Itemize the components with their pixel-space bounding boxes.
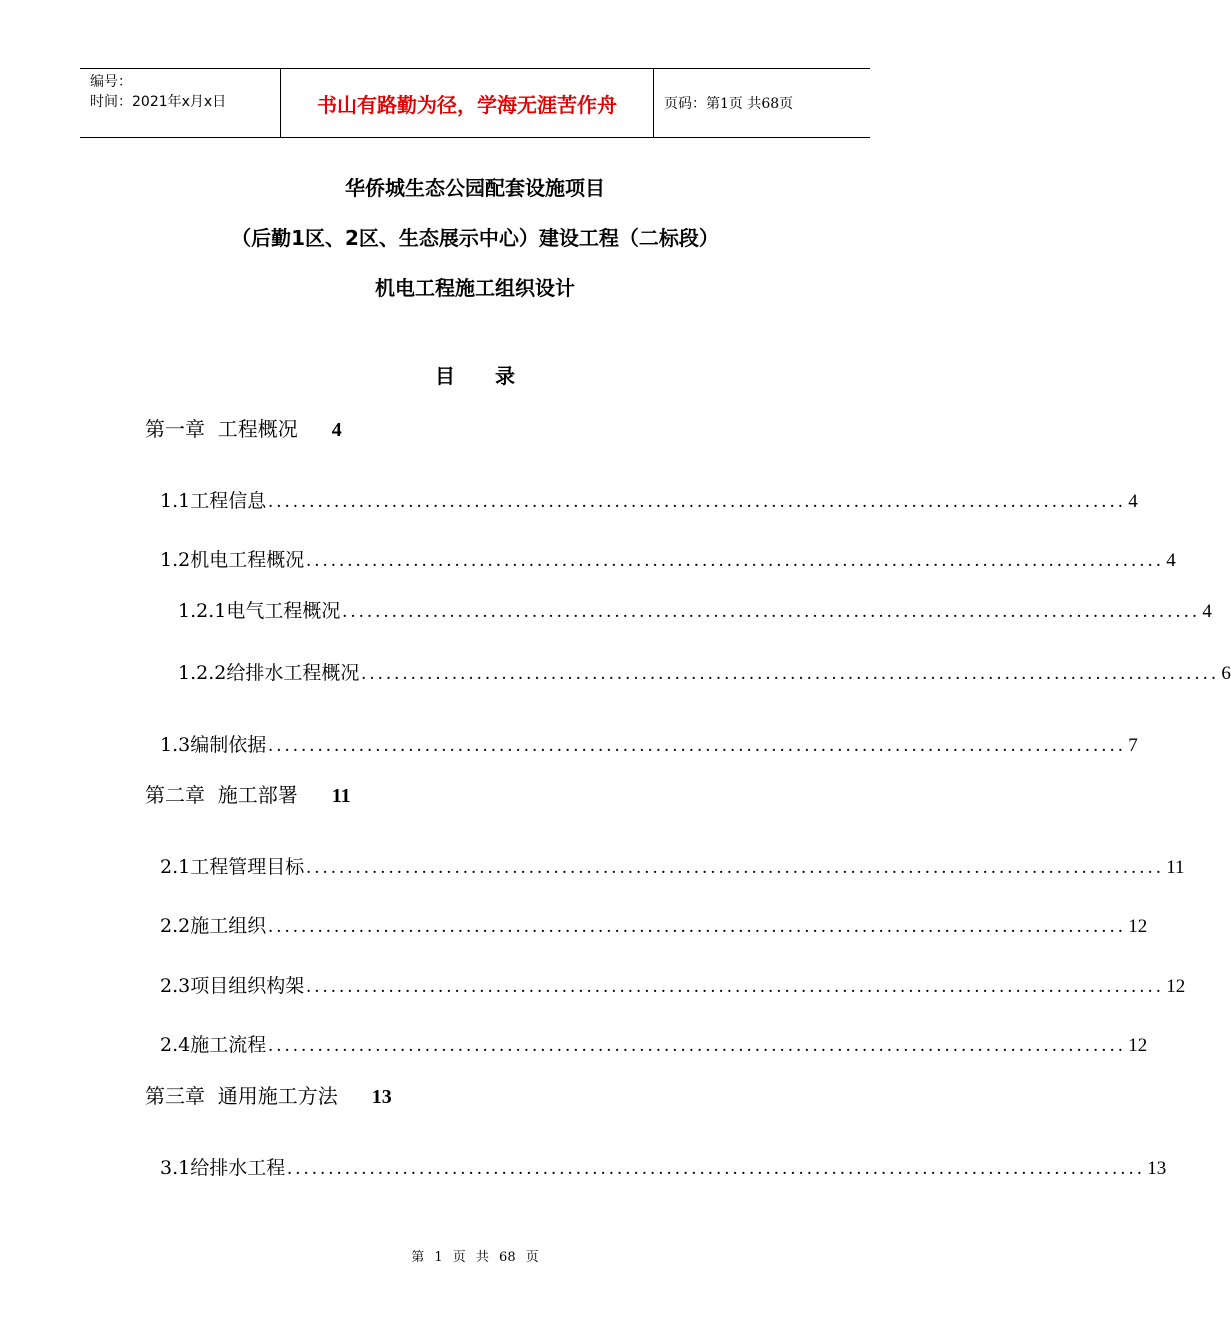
document-header: [80, 68, 870, 138]
serial-number-label: 编号：: [90, 74, 132, 90]
toc-entry-2-2[interactable]: [160, 911, 1148, 938]
toc-entry-1-2-2[interactable]: [178, 658, 1231, 685]
toc-leader-dots: ........................................................................................................: [268, 916, 1127, 937]
toc-chapter-page: 13: [371, 1086, 392, 1108]
toc-chapter-title: 第三章 通用施工方法: [145, 1084, 338, 1108]
toc-entry-page: 6: [1221, 663, 1231, 684]
toc-leader-dots: ........................................................................................................: [306, 857, 1165, 878]
toc-entry-label: 1.2机电工程概况: [160, 549, 305, 571]
toc-entry-label: 3.1给排水工程: [160, 1157, 286, 1179]
toc-entry-label: 2.3项目组织构架: [160, 975, 305, 997]
toc-entry-page: 12: [1128, 1035, 1148, 1056]
header-meta-cell: [80, 69, 281, 137]
document-title-line-1: 华侨城生态公园配套设施项目: [345, 176, 605, 200]
toc-leader-dots: ........................................................................................................: [342, 601, 1201, 622]
toc-leader-dots: ........................................................................................................: [306, 550, 1165, 571]
toc-entry-page: 4: [1202, 601, 1212, 622]
date-label: 时间：2021年x月x日: [90, 94, 227, 110]
document-title-line-3: 机电工程施工组织设计: [375, 276, 575, 300]
document-title-line-2: （后勤1区、2区、生态展示中心）建设工程（二标段）: [231, 226, 719, 250]
toc-entry-3-1[interactable]: [160, 1153, 1167, 1180]
toc-entry-page: 4: [1128, 491, 1138, 512]
toc-chapter-2[interactable]: [145, 779, 351, 808]
toc-entry-page: 4: [1166, 550, 1176, 571]
toc-leader-dots: ........................................................................................................: [306, 976, 1165, 997]
toc-chapter-title: 第一章 工程概况: [145, 417, 298, 441]
toc-entry-label: 2.1工程管理目标: [160, 856, 305, 878]
toc-entry-page: 7: [1128, 735, 1138, 756]
toc-entry-2-3[interactable]: [160, 971, 1186, 998]
toc-entry-page: 11: [1166, 857, 1185, 878]
toc-heading: 目录: [435, 364, 555, 388]
toc-entry-2-4[interactable]: [160, 1030, 1148, 1057]
toc-entry-label: 1.2.2给排水工程概况: [178, 662, 360, 684]
toc-entry-1-2-1[interactable]: [178, 596, 1212, 623]
toc-entry-page: 12: [1128, 916, 1148, 937]
toc-entry-1-1[interactable]: [160, 486, 1138, 513]
toc-chapter-title: 第二章 施工部署: [145, 783, 298, 807]
toc-entry-label: 1.3编制依据: [160, 734, 267, 756]
header-page-cell: [654, 69, 870, 137]
toc-chapter-3[interactable]: [145, 1080, 392, 1109]
toc-entry-label: 2.2施工组织: [160, 915, 267, 937]
page-info: 页码：第1页 共68页: [664, 96, 794, 112]
toc-entry-label: 1.1工程信息: [160, 490, 267, 512]
toc-chapter-1[interactable]: [145, 413, 342, 442]
motto-text: 书山有路勤为径，学海无涯苦作舟: [317, 92, 617, 117]
toc-leader-dots: ........................................................................................................: [268, 491, 1127, 512]
toc-chapter-page: 11: [331, 785, 351, 807]
toc-entry-1-3[interactable]: [160, 730, 1138, 757]
toc-leader-dots: ........................................................................................................: [268, 735, 1127, 756]
toc-entry-2-1[interactable]: [160, 852, 1185, 879]
toc-entry-label: 2.4施工流程: [160, 1034, 267, 1056]
header-motto-cell: [281, 69, 654, 137]
toc-leader-dots: ........................................................................................................: [287, 1158, 1146, 1179]
page-footer: 第 1 页 共 68 页: [411, 1250, 539, 1265]
toc-entry-page: 12: [1166, 976, 1186, 997]
toc-chapter-page: 4: [331, 419, 342, 441]
toc-entry-1-2[interactable]: [160, 545, 1176, 572]
toc-entry-page: 13: [1147, 1158, 1167, 1179]
toc-leader-dots: ........................................................................................................: [361, 663, 1220, 684]
toc-entry-label: 1.2.1电气工程概况: [178, 600, 341, 622]
toc-leader-dots: ........................................................................................................: [268, 1035, 1127, 1056]
